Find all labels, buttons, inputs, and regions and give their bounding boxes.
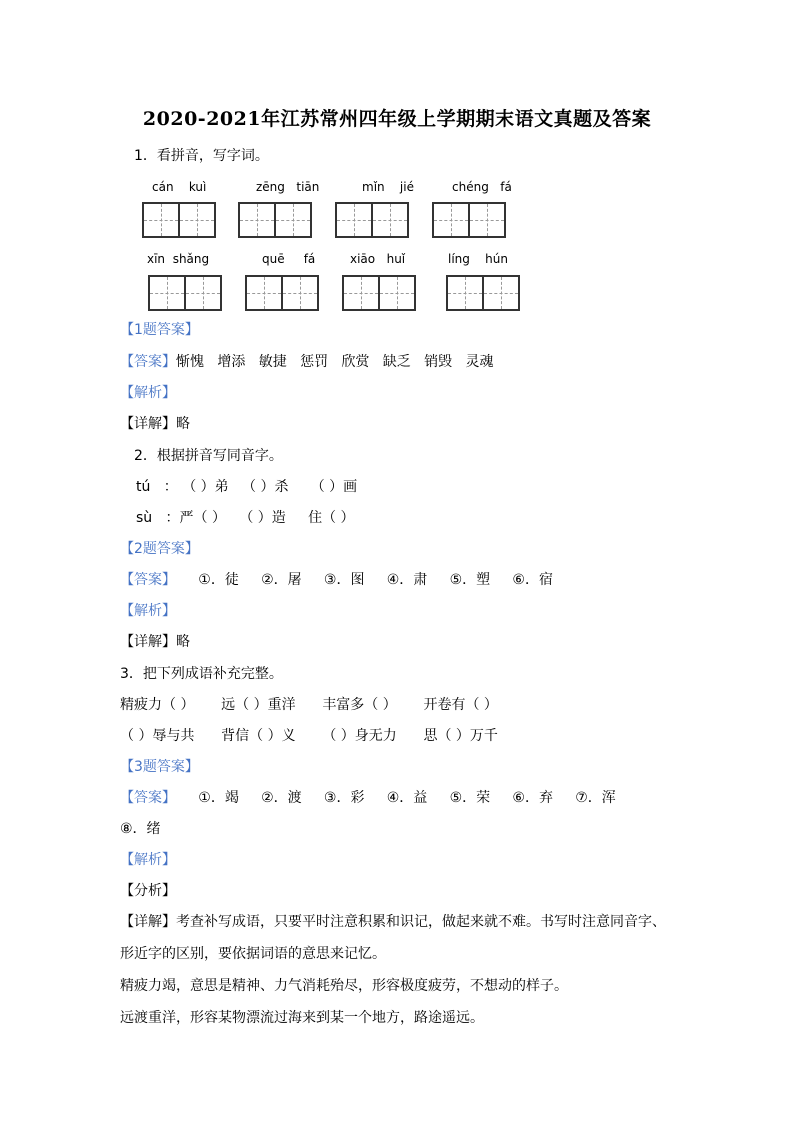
writing-grid[interactable] xyxy=(446,275,520,311)
writing-grid[interactable] xyxy=(432,202,506,238)
q3-detail-line4: 远渡重洋，形容某物漂流过海来到某一个地方，路途遥远。 xyxy=(120,1010,484,1026)
page-title: 2020-2021年江苏常州四年级上学期期末语文真题及答案 xyxy=(142,108,652,130)
q1-pinyin: líng hún xyxy=(448,252,508,266)
q3-fenxi: 【分析】 xyxy=(120,883,176,899)
q3-answer-title: 【3题答案】 xyxy=(120,759,199,775)
q2-answer-title: 【2题答案】 xyxy=(120,541,199,557)
writing-grid[interactable] xyxy=(245,275,319,311)
q2-analysis: 【解析】 xyxy=(120,603,176,619)
q1-answer-title: 【1题答案】 xyxy=(120,322,199,338)
q3-answer-cont: ⑧．绪 xyxy=(120,821,161,837)
q2-line1: tú ： （ ）弟 （ ）杀 （ ）画 xyxy=(136,479,358,495)
q3-line2: （ ）辱与共 背信（ ）义 （ ）身无力 思（ ）万千 xyxy=(120,728,498,744)
q1-answer: 【答案】惭愧 增添 敏捷 惩罚 欣赏 缺乏 销毁 灵魂 xyxy=(120,354,494,370)
q3-analysis: 【解析】 xyxy=(120,852,176,868)
writing-grid[interactable] xyxy=(142,202,216,238)
writing-grid[interactable] xyxy=(148,275,222,311)
q1-pinyin: zēng tiān xyxy=(256,180,320,194)
q1-stem: 1．看拼音，写字词。 xyxy=(134,148,269,164)
writing-grid[interactable] xyxy=(238,202,312,238)
q3-line1: 精疲力（ ） 远（ ）重洋 丰富多（ ） 开卷有（ ） xyxy=(120,697,498,713)
q1-pinyin: cán kuì xyxy=(152,180,207,194)
q2-detail: 【详解】略 xyxy=(120,634,190,650)
q2-line2: sù ：严（ ） （ ）造 住（ ） xyxy=(136,510,355,526)
q2-stem: 2．根据拼音写同音字。 xyxy=(134,448,283,464)
q3-detail-line2: 形近字的区别，要依据词语的意思来记忆。 xyxy=(120,946,386,962)
q3-answer: 【答案】 ①．竭 ②．渡 ③．彩 ④．益 ⑤．荣 ⑥．弃 ⑦．浑 xyxy=(120,790,616,806)
writing-grid[interactable] xyxy=(342,275,416,311)
q1-pinyin: mǐn jié xyxy=(362,180,414,194)
q1-detail: 【详解】略 xyxy=(120,416,190,432)
q1-pinyin: xiāo huǐ xyxy=(350,252,406,266)
q1-pinyin: xīn shǎng xyxy=(147,252,210,266)
q1-analysis: 【解析】 xyxy=(120,385,176,401)
writing-grid[interactable] xyxy=(335,202,409,238)
q3-detail: 【详解】考查补写成语，只要平时注意积累和识记，做起来就不难。书写时注意同音字、 xyxy=(120,914,666,930)
q1-pinyin: quē fá xyxy=(262,252,316,266)
q3-stem: 3．把下列成语补充完整。 xyxy=(120,666,283,682)
q1-pinyin: chéng fá xyxy=(452,180,512,194)
q3-detail-line3: 精疲力竭，意思是精神、力气消耗殆尽，形容极度疲劳，不想动的样子。 xyxy=(120,978,568,994)
q2-answer: 【答案】 ①．徒 ②．屠 ③．图 ④．肃 ⑤．塑 ⑥．宿 xyxy=(120,572,553,588)
